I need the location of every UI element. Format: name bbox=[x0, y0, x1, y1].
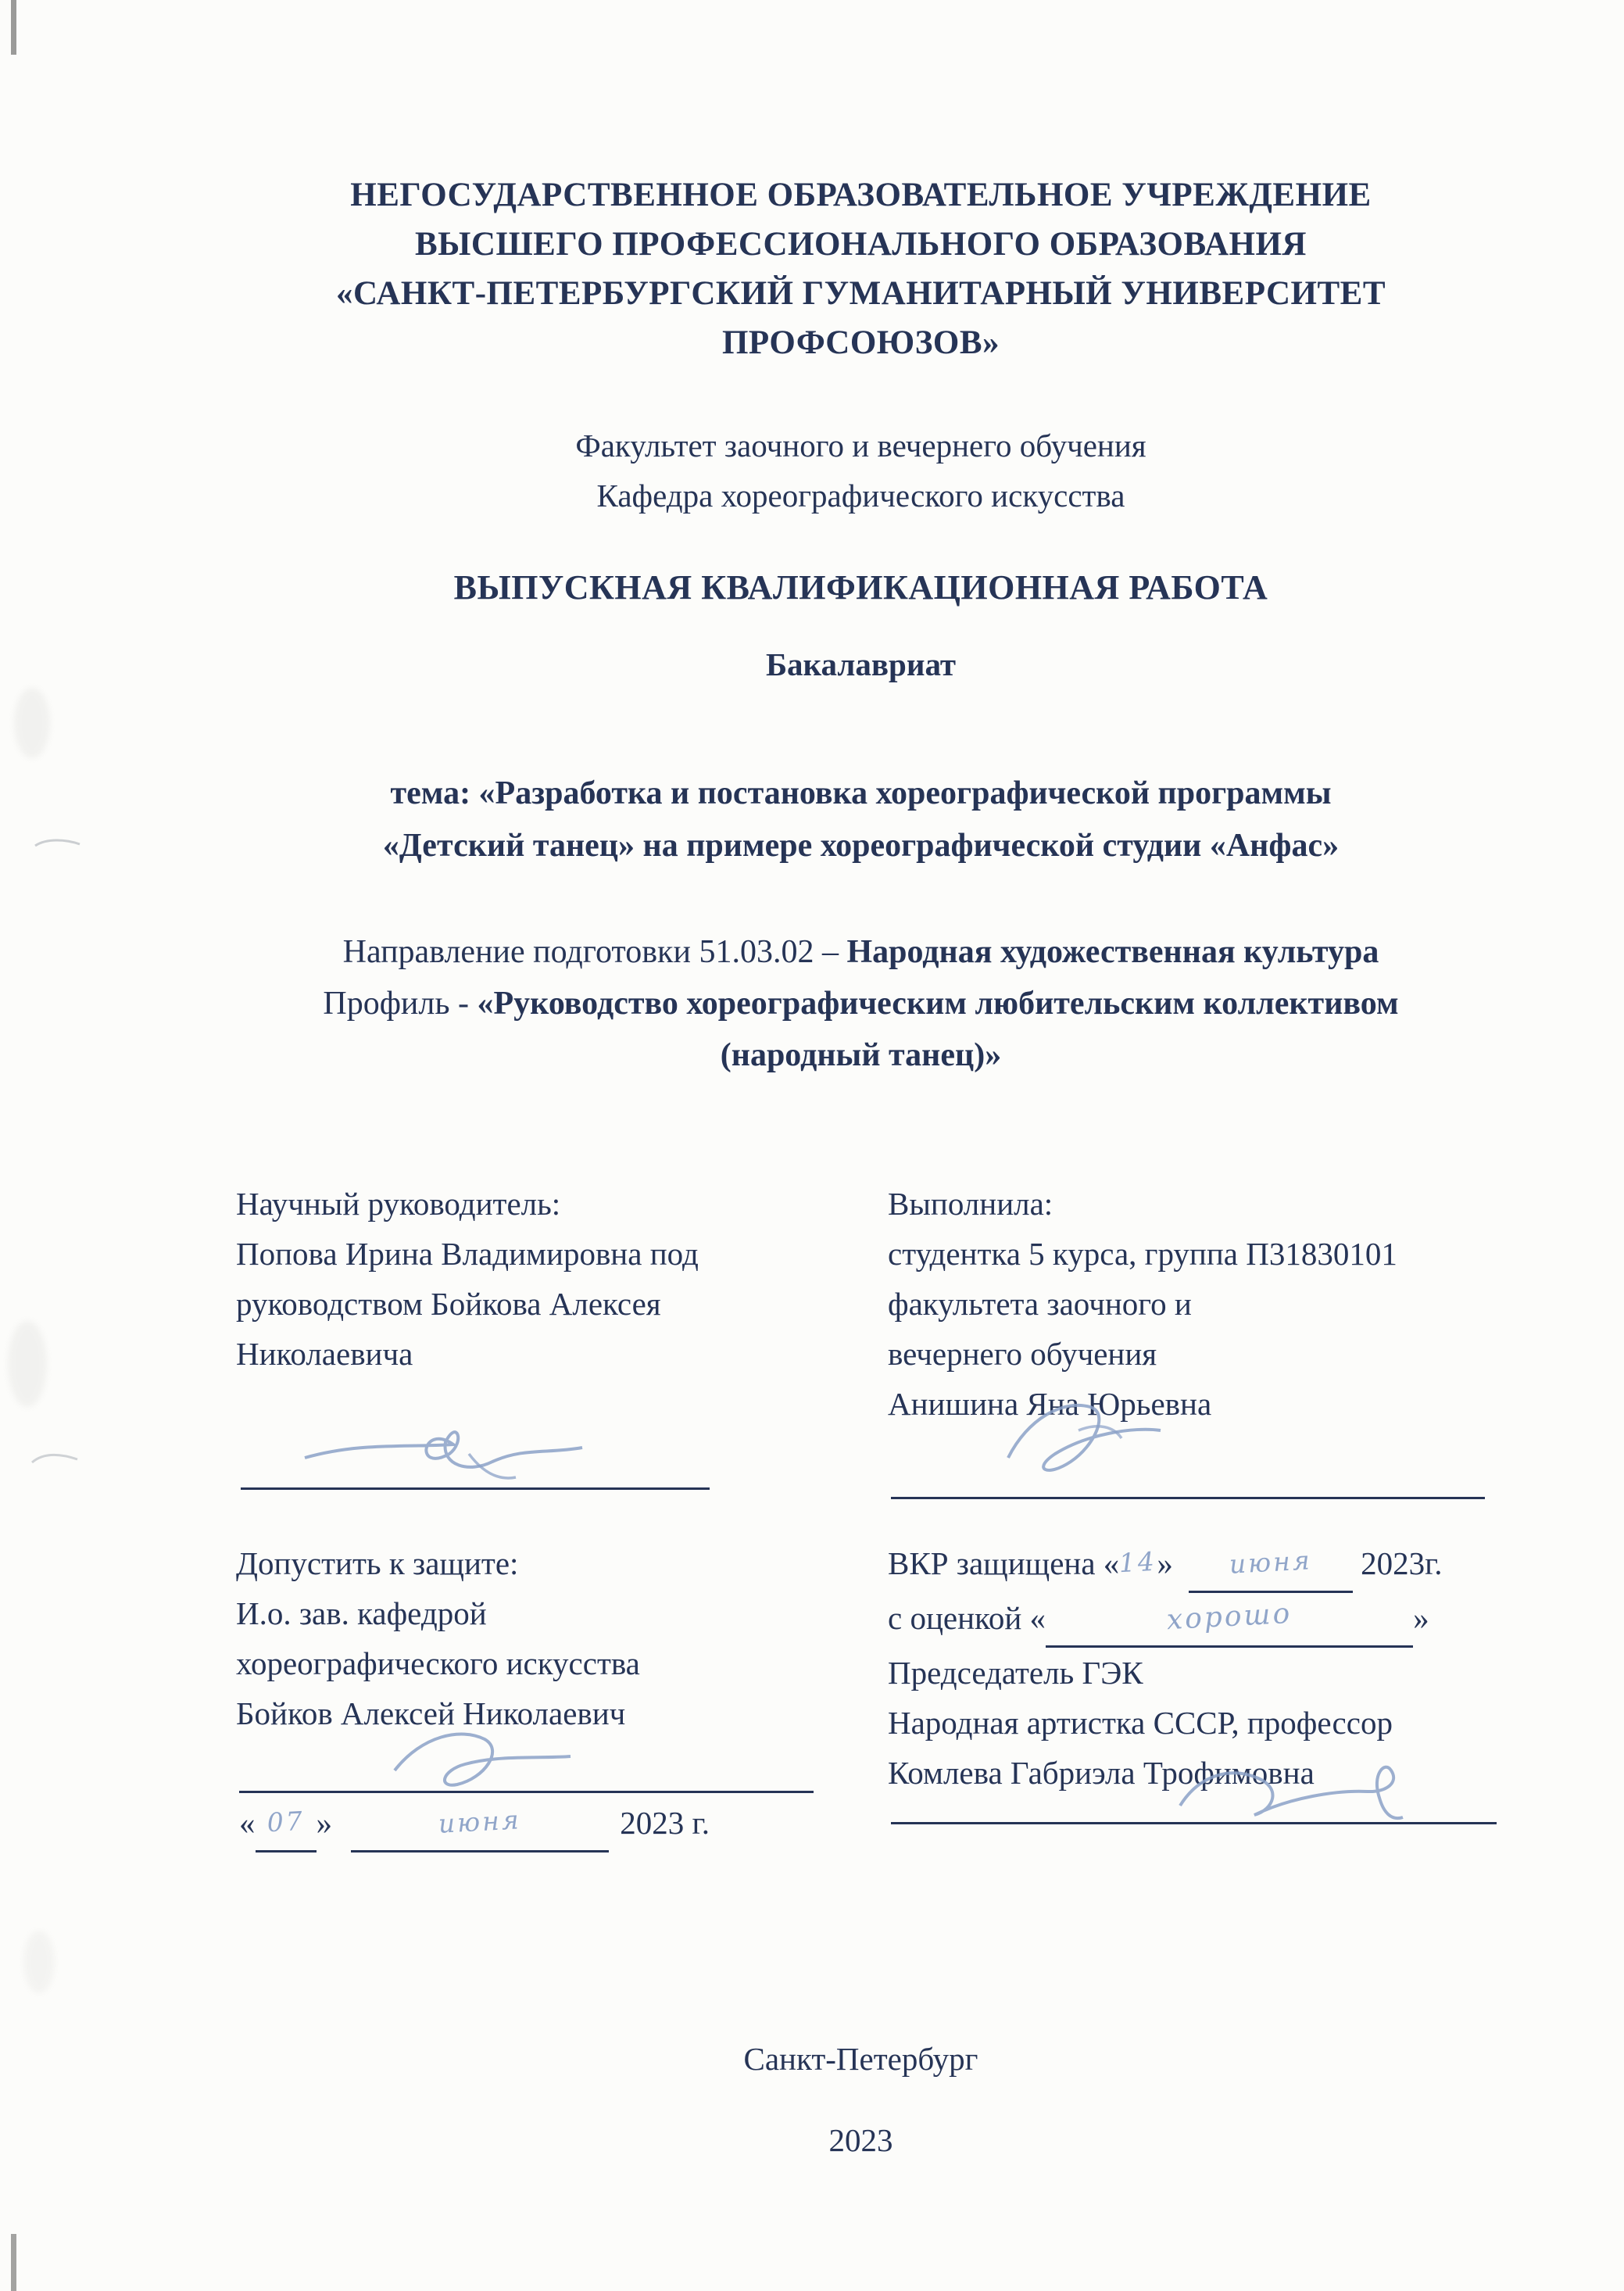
institution-line: ВЫСШЕГО ПРОФЕССИОНАЛЬНОГО ОБРАЗОВАНИЯ bbox=[415, 226, 1307, 263]
admission-block bbox=[236, 1538, 830, 1738]
work-type-title: ВЫПУСКНАЯ КВАЛИФИКАЦИОННАЯ РАБОТА bbox=[453, 568, 1268, 607]
scan-edge-artifact-top-left bbox=[11, 0, 16, 55]
defense-year: 2023г. bbox=[1361, 1545, 1443, 1581]
topic-line: «Детский танец» на примере хореографической студии «Анфас» bbox=[382, 828, 1340, 864]
admission-line: И.о. зав. кафедрой bbox=[236, 1595, 487, 1631]
defense-day-handwritten: 14 bbox=[1118, 1545, 1158, 1579]
direction-name: Народная художественная культура bbox=[846, 934, 1379, 970]
supervisor-line: Николаевича bbox=[236, 1336, 413, 1372]
scan-smudge bbox=[14, 688, 50, 758]
admission-day-handwritten: 07 bbox=[266, 1805, 306, 1838]
quote-open: « bbox=[239, 1805, 256, 1841]
defense-prefix: ВКР защищена « bbox=[888, 1545, 1120, 1581]
defense-date-line bbox=[888, 1538, 1536, 1593]
profile-line-1 bbox=[227, 978, 1495, 1029]
grade-suffix: » bbox=[1413, 1600, 1429, 1636]
author-line: вечернего обучения bbox=[888, 1336, 1157, 1372]
defense-line: Председатель ГЭК bbox=[888, 1655, 1143, 1691]
direction-prefix: Направление подготовки 51.03.02 – bbox=[342, 934, 847, 970]
institution-header bbox=[227, 170, 1495, 367]
admission-day-blank bbox=[256, 1798, 317, 1852]
supervisor-line: руководством Бойкова Алексея bbox=[236, 1286, 661, 1322]
footer-year: 2023 bbox=[828, 2122, 893, 2158]
admission-date-line bbox=[239, 1798, 833, 1852]
defense-quote-close: » bbox=[1157, 1545, 1173, 1581]
admission-month-handwritten: июня bbox=[438, 1804, 522, 1839]
defense-line: Народная артистка СССР, профессор bbox=[888, 1705, 1393, 1741]
admission-signature-line bbox=[239, 1768, 814, 1793]
profile-line-2: (народный танец)» bbox=[720, 1037, 1002, 1073]
supervisor-label: Научный руководитель: bbox=[236, 1186, 561, 1222]
author-signature-line bbox=[891, 1473, 1485, 1499]
institution-line: «САНКТ-ПЕТЕРБУРГСКИЙ ГУМАНИТАРНЫЙ УНИВЕРСИТЕТ bbox=[335, 275, 1386, 312]
faculty-line: Факультет заочного и вечернего обучения bbox=[575, 428, 1146, 464]
profile-prefix: Профиль - bbox=[323, 986, 478, 1022]
grade-handwritten: хорошо bbox=[1165, 1597, 1293, 1637]
defense-month-blank bbox=[1189, 1538, 1353, 1593]
grade-blank bbox=[1046, 1593, 1413, 1648]
supervisor-line: Попова Ирина Владимировна под bbox=[236, 1236, 699, 1272]
direction-profile-block bbox=[227, 926, 1495, 1081]
defense-grade-line bbox=[888, 1593, 1536, 1648]
author-block bbox=[888, 1179, 1513, 1429]
admission-line: хореографического искусства bbox=[236, 1645, 640, 1681]
institution-line: НЕГОСУДАРСТВЕННОЕ ОБРАЗОВАТЕЛЬНОЕ УЧРЕЖДЕНИЕ bbox=[350, 177, 1372, 213]
supervisor-block bbox=[236, 1179, 818, 1379]
pencil-mark-artifact bbox=[27, 1442, 82, 1473]
scan-edge-artifact-bottom-left bbox=[11, 2234, 16, 2291]
footer-city: Санкт-Петербург bbox=[743, 2041, 978, 2077]
quote-close: » bbox=[316, 1805, 332, 1841]
scan-smudge bbox=[23, 1931, 55, 1993]
topic-line: тема: «Разработка и постановка хореографической программы bbox=[390, 775, 1332, 811]
degree-label: Бакалавриат bbox=[765, 646, 957, 682]
topic-block bbox=[227, 768, 1495, 872]
admission-year: 2023 г. bbox=[620, 1805, 710, 1841]
department-line: Кафедра хореографического искусства bbox=[596, 478, 1125, 514]
faculty-department-block bbox=[227, 421, 1495, 521]
direction-line bbox=[227, 926, 1495, 978]
supervisor-signature-line bbox=[241, 1463, 710, 1490]
admission-line: Допустить к защите: bbox=[236, 1545, 519, 1581]
grade-prefix: с оценкой « bbox=[888, 1600, 1046, 1636]
admission-month-blank bbox=[351, 1798, 609, 1852]
author-line: студентка 5 курса, группа П31830101 bbox=[888, 1236, 1397, 1272]
author-line: Анишина Яна Юрьевна bbox=[888, 1386, 1212, 1422]
defense-month-handwritten: июня bbox=[1228, 1545, 1313, 1580]
institution-line: ПРОФСОЮЗОВ» bbox=[721, 324, 1000, 361]
profile-name-part1: «Руководство хореографическим любительским коллективом bbox=[477, 986, 1399, 1022]
defense-line: Комлева Габриэла Трофимовна bbox=[888, 1755, 1315, 1791]
scan-smudge bbox=[8, 1321, 47, 1407]
author-label: Выполнила: bbox=[888, 1186, 1053, 1222]
pencil-mark-artifact bbox=[31, 829, 86, 860]
admission-line: Бойков Алексей Николаевич bbox=[236, 1695, 626, 1731]
author-line: факультета заочного и bbox=[888, 1286, 1192, 1322]
defense-block bbox=[888, 1538, 1536, 1798]
chairman-signature-line bbox=[891, 1799, 1497, 1824]
